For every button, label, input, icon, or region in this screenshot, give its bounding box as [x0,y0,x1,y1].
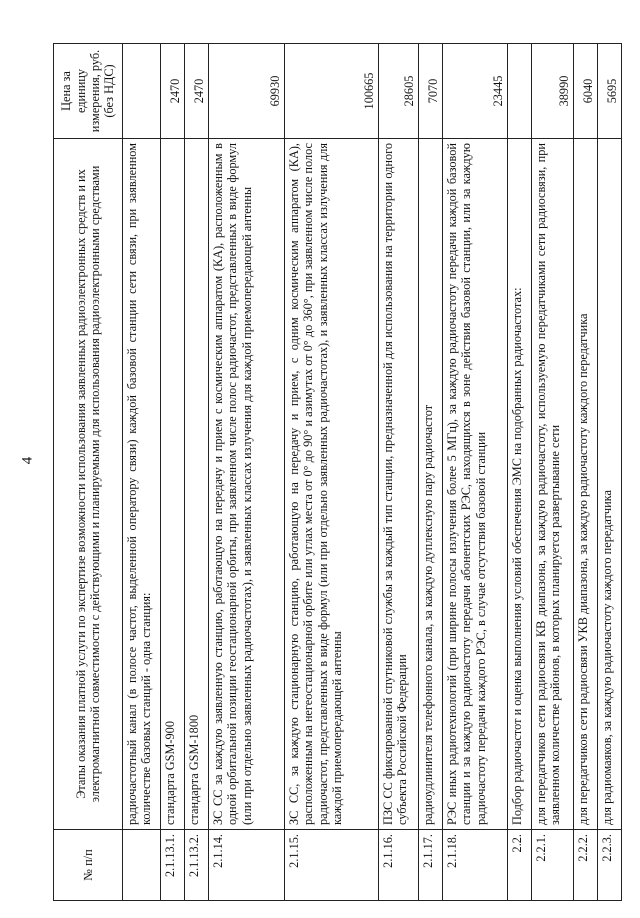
table-row [379,44,419,901]
row-price: 7070 [419,44,443,139]
table-row [123,44,161,901]
row-price: 2470 [161,44,185,139]
row-description: Подбор радиочастот и оценка выполнения условий обеспечения ЭМС на подобранных радиочастотах: [508,139,532,830]
row-price: 6040 [574,44,598,139]
row-price: 28605 [379,44,419,139]
header-price: Цена за единицу измерения, руб. (без НДС) [54,44,123,139]
row-number: 2.1.18. [443,830,508,901]
row-description: РЭС иных радиотехнологий (при ширине полосы излучения более 5 МГц), за каждую радиочастоту передачи каждой базовой станции и за каждую радиочастоту передачи абонентских РЭС, находящихся в зоне действия базовой станции, или за каждую радиочастоту передачи каждого РЭС, в случае отсутствия базовой станции [443,139,508,830]
row-description: стандарта GSM-1800 [185,139,209,830]
table-row [185,44,209,901]
pricing-table [53,43,622,901]
row-number: 2.1.13.1. [161,830,185,901]
row-description: для передатчиков сети радиосвязи УКВ диапазона, за каждую радиочастоту каждого передатчика [574,139,598,830]
row-description: стандарта GSM-900 [161,139,185,830]
table-row [532,44,574,901]
row-description: ЗС СС за каждую заявленную станцию, работающую на передачу и прием с космическим аппаратом (КА), расположенным в одной орбитальной позиции геостационарной орбиты, при заявленном числе полос радиочастот, представленных в виде формул (или при отдельно заявленных радиочастотах), и заявленных классах излучения для каждой приемопередающей антенны [209,139,285,830]
table-row [209,44,285,901]
row-description: ПЗС СС фиксированной спутниковой службы за каждый тип станции, предназначенной для использования на территории одного субъекта Российской Федерации [379,139,419,830]
table-row [598,44,622,901]
table-row [419,44,443,901]
row-number: 2.2.2. [574,830,598,901]
row-description: для радиомаяков, за каждую радиочастоту каждого передатчика [598,139,622,830]
row-number [123,830,161,901]
row-number: 2.2. [508,830,532,901]
row-price: 23445 [443,44,508,139]
row-description: радиоудлинителя телефонного канала, за каждую дуплексную пару радиочастот [419,139,443,830]
row-description: для передатчиков сети радиосвязи КВ диапазона, за каждую радиочастоту, используемую передатчиками сети радиосвязи, при заявленном количестве районов, в которых планируется развертывание сети [532,139,574,830]
table-row [443,44,508,901]
row-number: 2.1.16. [379,830,419,901]
row-number: 2.1.17. [419,830,443,901]
row-number: 2.1.14. [209,830,285,901]
row-number: 2.1.13.2. [185,830,209,901]
table-header-row [54,44,123,901]
table-row [508,44,532,901]
row-price: 69930 [209,44,285,139]
row-price [508,44,532,139]
table-row [574,44,598,901]
page-number: 4 [19,456,36,465]
row-price: 5695 [598,44,622,139]
row-price [123,44,161,139]
row-price: 2470 [185,44,209,139]
table-row [285,44,379,901]
table-row [161,44,185,901]
row-number: 2.2.1. [532,830,574,901]
row-price: 100665 [285,44,379,139]
row-number: 2.1.15. [285,830,379,901]
row-description: радиочастотный канал (в полосе частот, выделенной оператору связи) каждой базовой станции сети связи, при заявленном количестве базовых станций - одна станция: [123,139,161,830]
row-description: ЗС СС, за каждую стационарную станцию, работающую на передачу и прием, с одним космическим аппаратом (КА), расположенным на негеостационарной орбите или углах места от 0° до 90° и азимутах от 0° до 360°, при заявленном числе полос радиочастот, представленных в виде формул (или при отдельно заявленных радиочастотах), и заявленных классах излучения для каждой приемопередающей антенны [285,139,379,830]
header-number: № п/п [54,830,123,901]
row-number: 2.2.3. [598,830,622,901]
row-price: 38990 [532,44,574,139]
header-description: Этапы оказания платной услуги по экспертизе возможности использования заявленных радиоэлектронных средств и их электромагнитной совместимости с действующими и планируемыми для использования радиоэлектронными средствами [54,139,123,830]
